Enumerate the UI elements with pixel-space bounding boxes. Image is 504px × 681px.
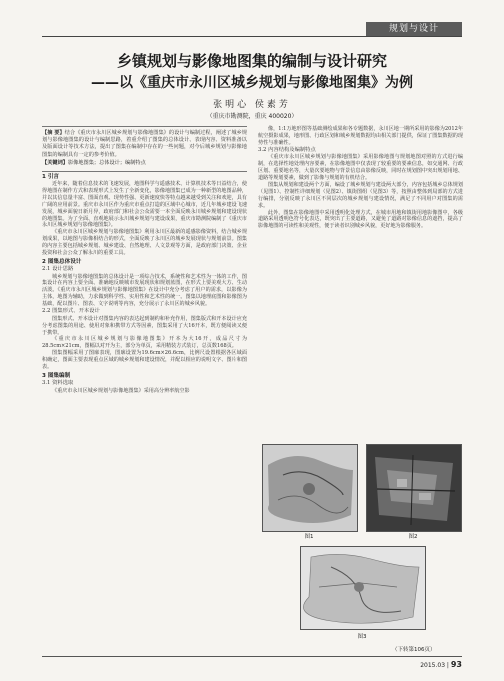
article-subtitle: ——以《重庆市永川区城乡规划与影像地图集》为例 (91, 75, 413, 91)
figure-1-image (262, 444, 358, 532)
affiliation: （重庆市勘测院，重庆 400020） (206, 113, 298, 120)
page-number: 2015.03 | 93 (420, 660, 462, 669)
abstract-box (42, 126, 247, 172)
paragraph: 城乡规划与影像地图集的总体设计是一项综合技术，系统性和艺术性为一体的工作，图集设计在内容上要全面、准确地反映城市发展现状和规划蓝图，在形式上要美观大方、生动活泼。《重庆市永川区城乡规划与影像地图集》在设计中充分考虑了用户的需求，以影像为主体，地图为辅助，力求做到科学性、实用性和艺术性的统一。图集以地理底图和影像图为基础，配以图片、图表、文字说明等内容，充分展示了永川区的城乡风貌。 (42, 273, 247, 308)
paragraph: 此外，图集在影像地图中采用透明化处理方式，在城市用地和镇街用地影像图中，各级道路采用透明色符号化表达，既突出了主要道路，又避免了道路对影像信息的遮挡，提高了影像地图的可读性和美观性，便于读者识别城乡风貌，更好地为影像服务。 (258, 209, 463, 230)
left-column (42, 126, 247, 394)
figure-3-image (300, 546, 426, 630)
footer-rule (42, 656, 462, 657)
section-heading: 1 引言 (42, 174, 60, 181)
section-heading: 2 图集总体设计 (42, 258, 82, 265)
section-heading: 3.1 资料选取 (42, 379, 74, 386)
page-no: 93 (450, 660, 462, 669)
keywords-label: 【关键词】 (42, 159, 68, 166)
paragraph: 《重庆市永川区城乡规划与影像地图集》利用永川区最新的遥感影像资料，结合城乡规划成果，以地图与影像相结合的形式，全面反映了永川区的城乡发展现状与规划前景。图集的内容主要包括城乡规划、城乡建设、自然地理、人文景观等方面，是政府部门决策、企业投资和社会公众了解永川的重要工具。 (42, 229, 247, 257)
figure-2-image (366, 444, 462, 532)
paragraph: 像，1:1万地形图等基础测绘成果和各专题数据，永川区地一期所采用的影像为2012年航空摄影成果，地形图、行政区划和城乡规划数据均由相关部门提供，保证了图集数据的现势性与准确性。 (258, 126, 463, 146)
authors: 张明心 侯素芳 (213, 100, 291, 110)
abstract-label: 【摘 要】 (42, 130, 65, 136)
paragraph: 图集形式、开本设计对图集内容的表达起到制约和补充作用，图集版式和开本设计应充分考虑图集的用途、使用对象和携带方式等因素，图集采用了大16开本，既方便阅读又便于携带。 (42, 315, 247, 336)
section-heading: 2.2 图集形式、开本设计 (42, 308, 100, 315)
paragraph: 图集图幅采用了图廓表现，图廓设置为19.6cm×26.6cm，比例尺设置根据各区域面积确定，图面主要表现重点区域的城乡规划和建设情况，并配以相应的说明文字、图片和图表。 (42, 350, 247, 371)
figure-3-caption: 图3 (357, 634, 367, 640)
issue: 2015.03 (420, 662, 446, 669)
paragraph: 近年来，随着信息技术的飞速发展，地图科学与遥感技术、计算机技术等日益结合，使得地图在制作方式和表现形式上发生了全新变化，影像地图集已成为一种新型的地图品种，并以其信息量丰富、图面直观、现势性强、更新速度快等特点越来越受到关注和欢迎，具有广阔的应用前景。重庆市永川区作为重庆市重点打造的区域中心城市，近几年城乡建设飞速发展，城乡面貌日新月异，政府部门和社会公众需要一本全面反映永川城乡规划和建设现状的地图集。为了全面、直观地展示永川城乡规划与建设成果，重庆市勘测院编制了《重庆市永川区城乡规划与影像地图集》。 (42, 181, 247, 229)
right-body (258, 126, 463, 230)
abstract (42, 130, 247, 159)
article-title: 乡镇规划与影像地图集的编制与设计研究 (116, 52, 387, 70)
section-tab: 规划与设计 (366, 22, 462, 36)
continued-note: （下转第106页） (392, 647, 436, 653)
figure-2-caption: 图2 (408, 534, 418, 540)
abstract-text: 结合《重庆市永川区城乡规划与影像地图集》的设计与编制过程，阐述了城乡规划与影像地图集的设计与编制思路，着重介绍了图集的总体设计、表现内容、资料准备以及版面设计等技术方法，提出了图集在编制中存在的一些问题，对今后城乡规划与影像地图集的编制具有一定的参考价值。 (42, 130, 247, 158)
paragraph: 《重庆市永川区城乡规划与影像地图集》采用影像地图与规划地图对照的方式进行编制，在选择性地处理内容要素，在影像地图中仅表现了较重要的要素信息，如交通网、行政区划、重要地名等，大量次要地物与背景信息由影像反映，同时在规划图中突出规划用地、道路等规划要素，做到了影像与规划的有机结合。 (258, 154, 463, 182)
paragraph: 《重庆市永川区城乡规划与影像地图集》采用高分辨率航空影 (52, 387, 190, 394)
right-column (258, 126, 463, 230)
section-heading: 3.2 内容结构及编制特点 (258, 146, 316, 153)
paragraph: 图集从规划和建设两个方面，编设了城乡规划与建设两大部分，内容包括城乡总体规划（见图1）、控制性详细规划（见图2）、镇街图组（见图3）等，按照由整体到局部的方式进行编排，分别反映了永川区不同层次的城乡规划与建设情况，满足了不同用户对图集的需求。 (258, 181, 463, 209)
figure-1-caption: 图1 (304, 534, 314, 540)
header-rule (42, 36, 462, 37)
keywords-text: 影像地图集；总体设计；编制特点 (67, 159, 146, 166)
section-heading: 2.1 设计思路 (42, 265, 74, 272)
paragraph: 《重庆市永川区城乡规划与影像地图集》开本为大16开，成品尺寸为28.5cm×21cm，图幅以对开为主，部分为单页，采用精装方式装订，总页数168页。 (42, 336, 247, 350)
page-header (0, 0, 504, 38)
figure-area (262, 444, 462, 640)
keywords (42, 160, 247, 167)
left-body (42, 173, 247, 394)
section-heading: 3 图集编制 (42, 372, 71, 379)
